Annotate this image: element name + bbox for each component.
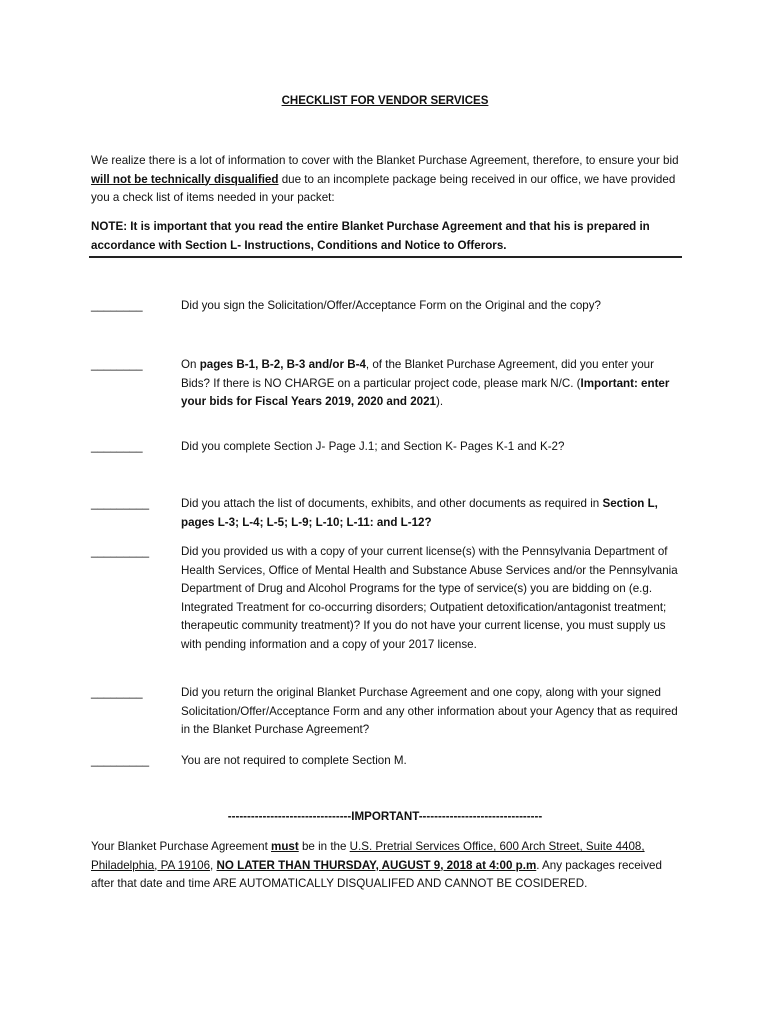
checkbox-blank[interactable]: _________ bbox=[91, 497, 150, 510]
item-text: Did you attach the list of documents, exhibits, and other documents as required in bbox=[181, 497, 603, 510]
page-title: CHECKLIST FOR VENDOR SERVICES bbox=[281, 95, 489, 107]
item-bold-pages: pages B-1, B-2, B-3 and/or B-4 bbox=[199, 358, 366, 371]
checkbox-blank[interactable]: ________ bbox=[91, 686, 143, 699]
final-paragraph bbox=[91, 838, 681, 894]
divider-rule bbox=[89, 256, 682, 258]
item-bold-important: Important: enter your bids for Fiscal Years 2019, 2020 and 2021 bbox=[181, 376, 670, 408]
checkbox-blank[interactable]: ________ bbox=[91, 440, 143, 453]
final-address: U.S. Pretrial Services Office, 600 Arch Street, Suite 4408, Philadelphia, PA 19106 bbox=[91, 840, 645, 872]
final-text: Your Blanket Purchase Agreement bbox=[91, 840, 272, 853]
checklist-item: You are not required to complete Section M. bbox=[181, 754, 407, 767]
final-must: must bbox=[271, 840, 299, 853]
final-text: be in the bbox=[298, 840, 350, 853]
item-text: On bbox=[181, 358, 200, 371]
checkbox-blank[interactable]: _________ bbox=[91, 545, 150, 558]
checklist-item bbox=[181, 356, 679, 412]
item-text: , of the Blanket Purchase Agreement, did you enter your Bids? If there is NO CHARGE on a particular project code, please mark N/C. ( bbox=[181, 358, 654, 390]
note-paragraph: NOTE: It is important that you read the entire Blanket Purchase Agreement and that his is prepared in accordance with Section L- Instructions, Conditions and Notice to Offerors. bbox=[91, 220, 650, 252]
final-deadline: NO LATER THAN THURSDAY, AUGUST 9, 2018 at 4:00 p.m bbox=[216, 858, 537, 872]
item-bold-sections: Section L, pages L-3; L-4; L-5; L-9; L-10; L-11: and L-12? bbox=[181, 497, 658, 529]
important-banner: --------------------------------IMPORTANT-------------------------------- bbox=[227, 810, 543, 823]
checklist-item: Did you complete Section J- Page J.1; and Section K- Pages K-1 and K-2? bbox=[181, 440, 565, 453]
final-text: , bbox=[210, 858, 217, 872]
final-text: . Any packages received after that date and time ARE AUTOMATICALLY DISQUALIFED AND CANNOT BE COSIDERED. bbox=[91, 858, 662, 890]
intro-emphasis: will not be technically disqualified bbox=[91, 172, 279, 186]
item-text: ). bbox=[436, 395, 444, 408]
checkbox-blank[interactable]: ________ bbox=[91, 358, 143, 371]
checklist-item: Did you return the original Blanket Purchase Agreement and one copy, along with your signed Solicitation/Offer/Acceptance Form and any other information about your Agency that as required in the Blanket Purchase Agreement? bbox=[181, 686, 678, 736]
checklist-item: Did you sign the Solicitation/Offer/Acceptance Form on the Original and the copy? bbox=[181, 299, 601, 312]
checkbox-blank[interactable]: ________ bbox=[91, 299, 143, 312]
intro-text-1: We realize there is a lot of information to cover with the Blanket Purchase Agreement, therefore, to ensure your bid bbox=[91, 154, 679, 167]
intro-text-2: due to an incomplete package being received in our office, we have provided you a check list of items needed in your packet: bbox=[91, 172, 676, 204]
checklist-item: Did you provided us with a copy of your current license(s) with the Pennsylvania Department of Health Services, Office of Mental Health and Substance Abuse Services and/or the Pennsylvania Department of Drug and Alcohol Programs for the type of service(s) you are bidding on (e.g. Integrated Treatment for co-occurring disorders; Outpatient detoxification/antagonist treatment; therapeutic community treatment)? If you do not have your current license, you must supply us with pending information and a copy of your 2017 license. bbox=[181, 545, 678, 651]
intro-paragraph bbox=[91, 152, 681, 208]
checkbox-blank[interactable]: _________ bbox=[91, 754, 150, 767]
checklist-item bbox=[181, 495, 679, 532]
